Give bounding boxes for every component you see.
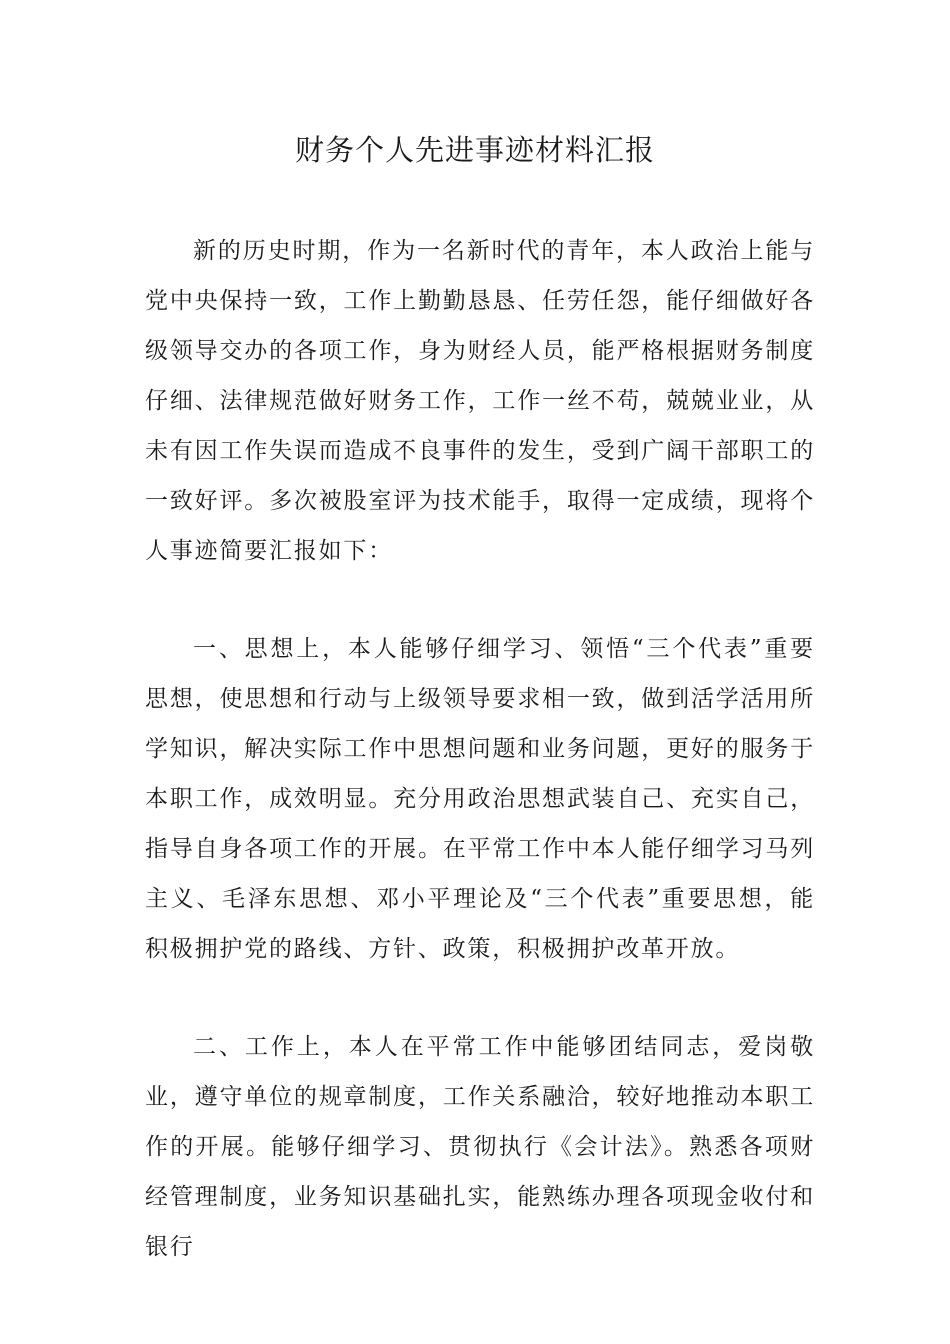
paragraph-work: 二、工作上，本人在平常工作中能够团结同志，爱岗敬业，遵守单位的规章制度，工作关系融洽，较好地推动本职工作的开展。能够仔细学习、贯彻执行《会计法》。熟悉各项财经管理制度，业务知识基础扎实，能熟练办理各项现金收付和银行 <box>145 1034 815 1260</box>
document-title: 财务个人先进事迹材料汇报 <box>294 133 655 167</box>
paragraph-intro: 新的历史时期，作为一名新时代的青年，本人政治上能与党中央保持一致，工作上勤勤恳恳、任劳任怨，能仔细做好各级领导交办的各项工作，身为财经人员，能严格根据财务制度仔细、法律规范做好财务工作，工作一丝不苟，兢兢业业，从未有因工作失误而造成不良事件的发生，受到广阔干部职工的一致好评。多次被股室评为技术能手，取得一定成绩，现将个人事迹简要汇报如下： <box>145 238 815 564</box>
paragraph-ideology: 一、思想上，本人能够仔细学习、领悟“三个代表”重要思想，使思想和行动与上级领导要求相一致，做到活学活用所学知识，解决实际工作中思想问题和业务问题，更好的服务于本职工作，成效明显。充分用政治思想武装自己、充实自己，指导自身各项工作的开展。在平常工作中本人能仔细学习马列主义、毛泽东思想、邓小平理论及“三个代表”重要思想，能积极拥护党的路线、方针、政策，积极拥护改革开放。 <box>145 636 815 962</box>
